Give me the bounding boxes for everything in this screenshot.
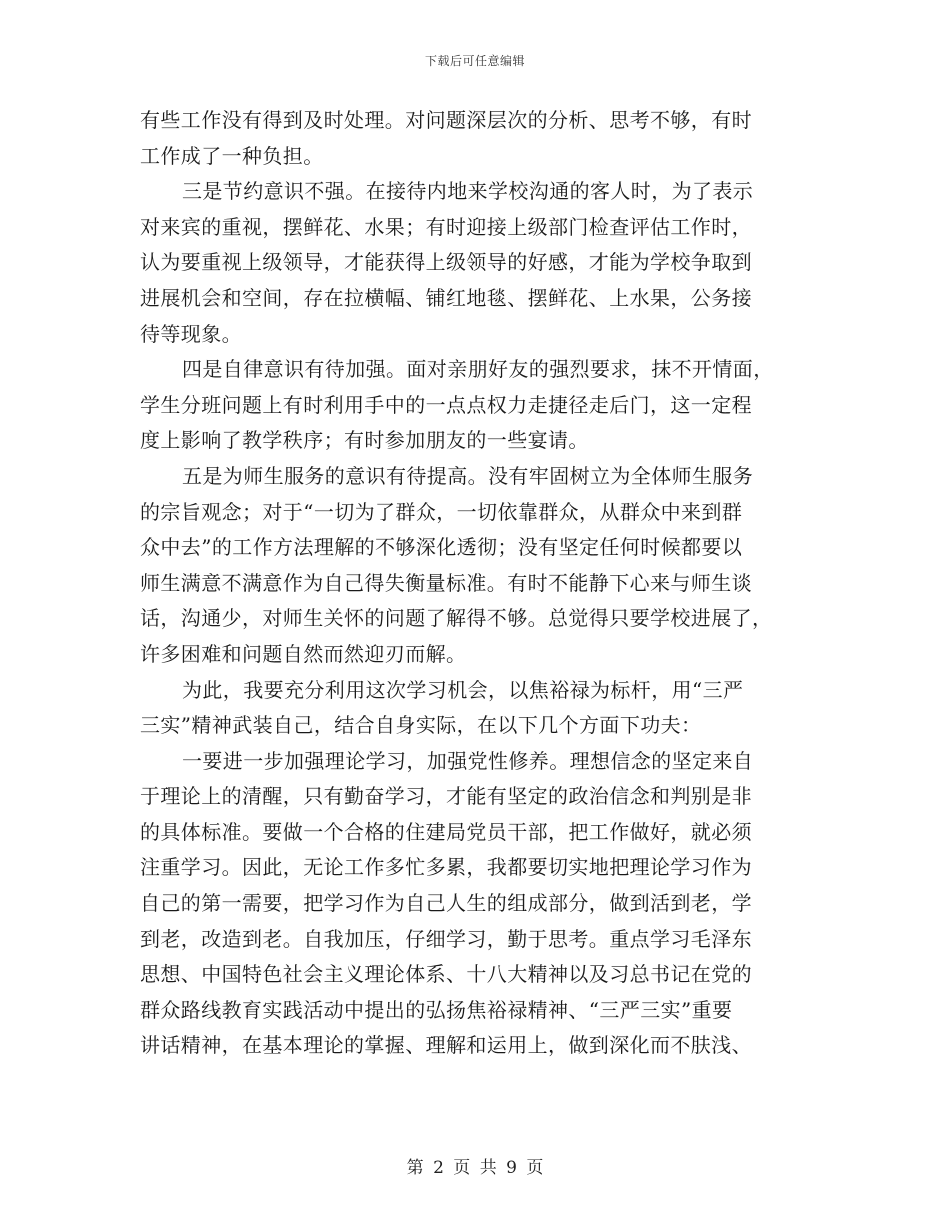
text-line: 认为要重视上级领导，才能获得上级领导的好感，才能为学校争取到	[140, 250, 752, 275]
text-line: 师生满意不满意作为自己得失衡量标准。有时不能静下心来与师生谈	[140, 570, 752, 595]
text-line: 注重学习。因此，无论工作多忙多累，我都要切实地把理论学习作为	[140, 855, 752, 880]
text-line: 思想、中国特色社会主义理论体系、十八大精神以及习总书记在党的	[140, 962, 752, 987]
text-line: 于理论上的清醒，只有勤奋学习，才能有坚定的政治信念和判别是非	[140, 784, 752, 809]
text-line: 讲话精神，在基本理论的掌握、理解和运用上，做到深化而不肤浅、	[140, 1033, 752, 1058]
text-line: 进展机会和空间，存在拉横幅、铺红地毯、摆鲜花、上水果，公务接	[140, 285, 752, 310]
text-line: 的具体标准。要做一个合格的住建局党员干部，把工作做好，就必须	[140, 819, 752, 844]
paragraph-start-line: 四是自律意识有待加强。面对亲朋好友的强烈要求，抹不开情面，	[182, 357, 774, 382]
text-line: 自己的第一需要，把学习作为自己人生的组成部分，做到活到老，学	[140, 891, 752, 916]
text-line: 有些工作没有得到及时处理。对问题深层次的分析、思考不够，有时	[140, 108, 752, 132]
text-line: 话，沟通少，对师生关怀的问题了解得不够。总觉得只要学校进展了，	[140, 606, 773, 631]
document-body	[140, 103, 812, 1064]
text-line: 学生分班问题上有时利用手中的一点点权力走捷径走后门，这一定程	[140, 392, 752, 417]
text-line: 的宗旨观念；对于“一切为了群众，一切依靠群众，从群众中来到群	[140, 499, 743, 524]
paragraph-start-line: 三是节约意识不强。在接待内地来学校沟通的客人时，为了表示	[182, 179, 754, 204]
text-line: 众中去”的工作方法理解的不够深化透彻；没有坚定任何时候都要以	[140, 535, 743, 560]
text-line: 群众路线教育实践活动中提出的弘扬焦裕禄精神、“三严三实”重要	[140, 997, 733, 1022]
text-line: 三实”精神武装自己，结合自身实际，在以下几个方面下功夫：	[140, 713, 702, 738]
paragraph-start-line: 一要进一步加强理论学习，加强党性修养。理想信念的坚定来自	[182, 748, 754, 773]
text-line: 对来宾的重视，摆鲜花、水果；有时迎接上级部门检查评估工作时，	[140, 214, 752, 239]
text-line: 到老，改造到老。自我加压，仔细学习，勤于思考。重点学习毛泽东	[140, 926, 752, 951]
paragraph-start-line: 为此，我要充分利用这次学习机会，以焦裕禄为标杆，用“三严	[182, 677, 744, 702]
text-line: 度上影响了教学秩序；有时参加朋友的一些宴请。	[140, 428, 589, 453]
text-line: 待等现象。	[140, 321, 242, 346]
text-line: 工作成了一种负担。	[140, 143, 324, 168]
page-number: 第 2 页 共 9 页	[406, 1158, 544, 1178]
paragraph-start-line: 五是为师生服务的意识有待提高。没有牢固树立为全体师生服务	[182, 463, 754, 488]
text-line: 许多困难和问题自然而然迎刃而解。	[140, 641, 467, 666]
page-header-note: 下载后可任意编辑	[424, 54, 525, 68]
